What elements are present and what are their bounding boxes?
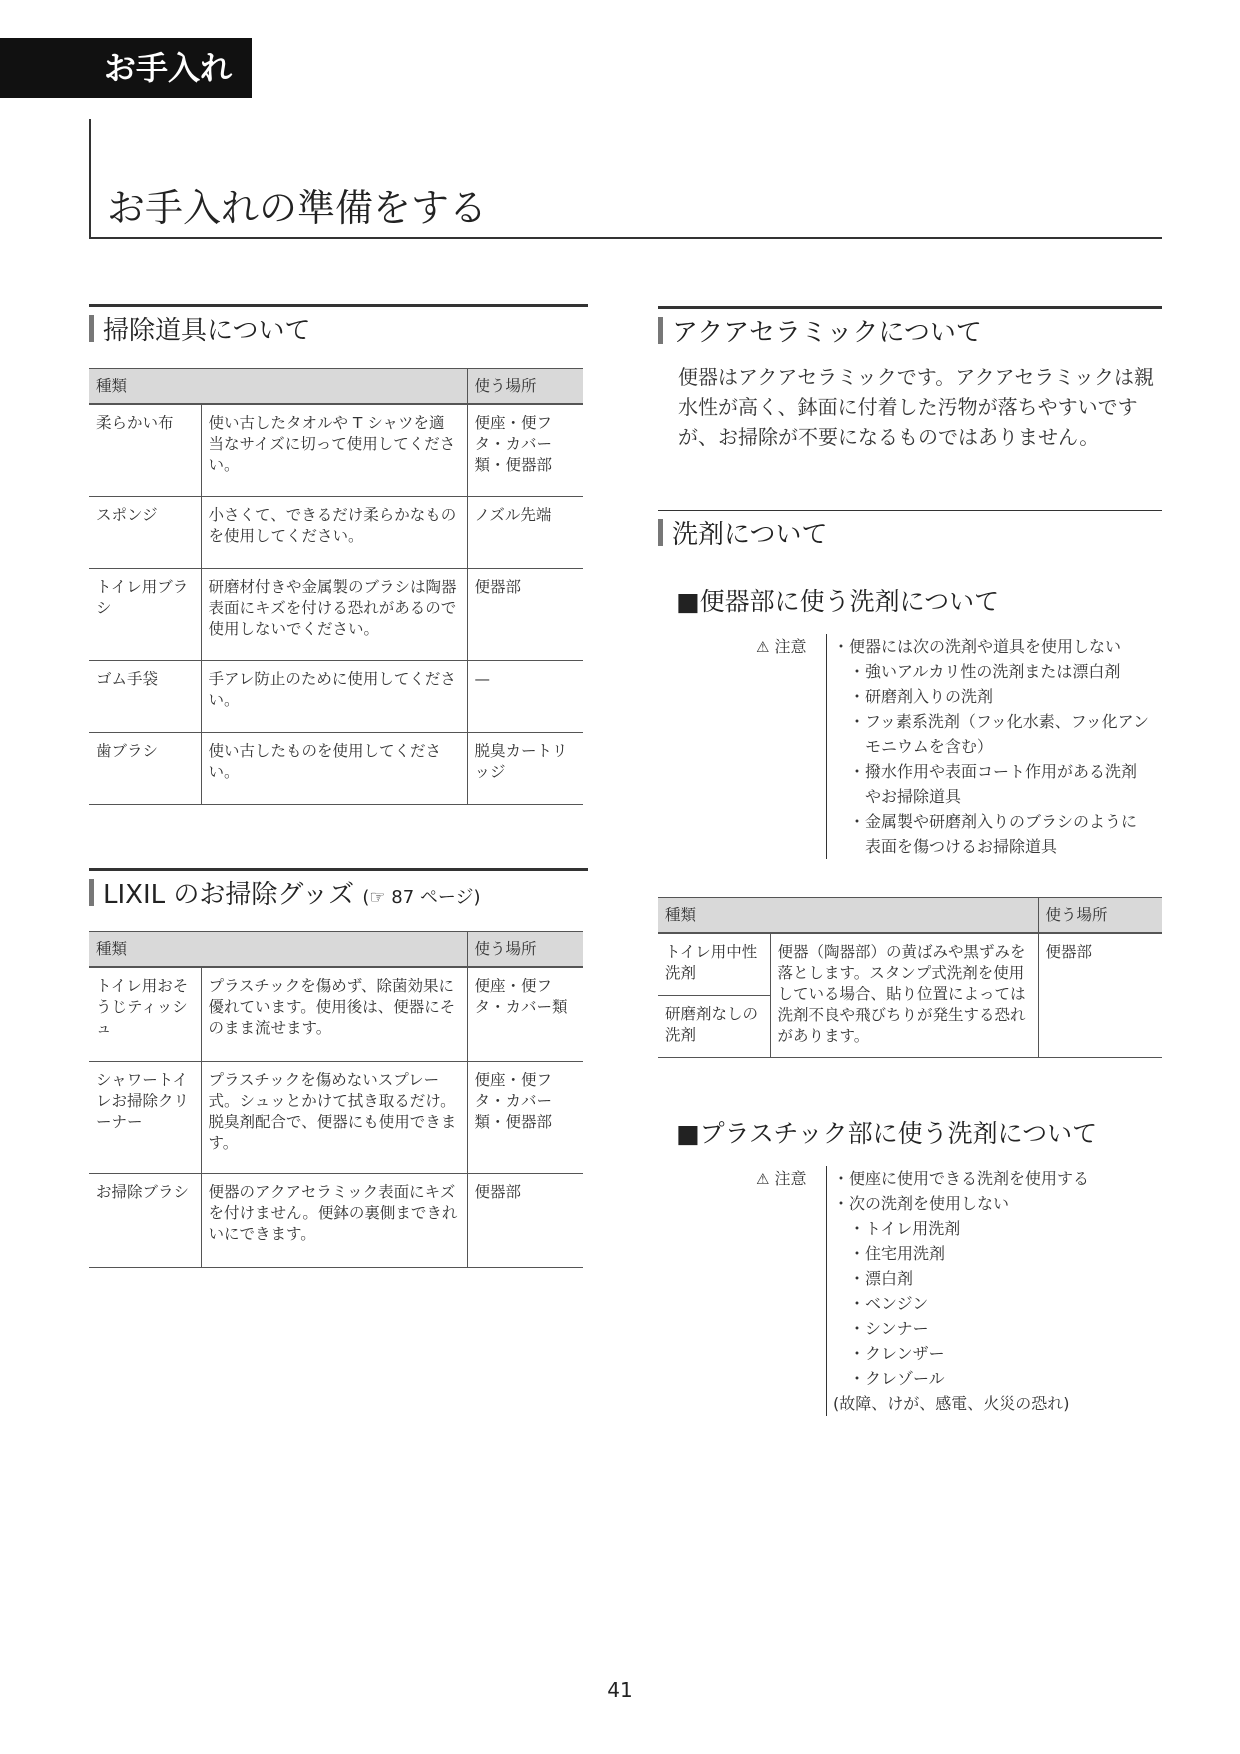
row-desc: 手アレ防止のために使用してください。 [201, 660, 467, 732]
caution-item: 表面を傷つけるお掃除道具 [865, 837, 1058, 856]
warning-icon: ⚠ [756, 1170, 770, 1188]
table-row [89, 660, 583, 732]
caution-item: ・ベンジン [849, 1294, 929, 1313]
caution-item: ・便器には次の洗剤や道具を使用しない [833, 637, 1122, 656]
row-desc: 使い古したタオルや T シャツを適当なサイズに切って使用してください。 [201, 404, 467, 496]
caution-label [756, 634, 807, 660]
tools-table [89, 368, 583, 805]
row-place: 便器部 [467, 568, 583, 660]
row-place: 便座・便フタ・カバー類・便器部 [467, 1061, 583, 1173]
lixil-heading [89, 868, 588, 910]
caution-item: ・フッ素系洗剤（フッ化水素、フッ化アン [849, 712, 1150, 731]
row-type: トイレ用おそうじティッシュ [89, 967, 201, 1061]
caution-item: ・漂白剤 [849, 1269, 914, 1288]
caution-list [826, 1166, 1089, 1416]
caution-text: 注意 [774, 1169, 807, 1188]
caution-text: 注意 [774, 637, 807, 656]
heading-bar [658, 519, 663, 546]
heading-bar [89, 879, 94, 906]
heading-bar [658, 317, 663, 344]
caution-item: ・シンナー [849, 1319, 929, 1338]
row-desc: 便器（陶器部）の黄ばみや黒ずみを落とします。スタンプ式洗剤を使用している場合、貼り位置によっては洗剤不良や飛びちりが発生する恐れがあります。 [770, 933, 1038, 1057]
caution-item: ・便座に使用できる洗剤を使用する [833, 1169, 1090, 1188]
lixil-heading-text [103, 874, 481, 911]
row-type: 歯ブラシ [89, 732, 201, 804]
caution-item: (故障、けが、感電、火災の恐れ) [833, 1394, 1070, 1413]
row-desc: 研磨材付きや金属製のブラシは陶器表面にキズを付ける恐れがあるので使用しないでください。 [201, 568, 467, 660]
col-place: 使う場所 [467, 932, 583, 968]
table-row [89, 568, 583, 660]
caution-item: ・トイレ用洗剤 [849, 1219, 961, 1238]
caution-item: やお掃除道具 [865, 787, 962, 806]
col-type: 種類 [89, 369, 467, 405]
caution-label [756, 1166, 807, 1192]
caution-item: ・クレンザー [849, 1344, 945, 1363]
caution-item: ・金属製や研磨剤入りのブラシのように [849, 812, 1138, 831]
warning-icon: ⚠ [756, 638, 770, 656]
aqua-heading-text: アクアセラミックについて [672, 318, 982, 348]
detergent-heading-text: 洗剤について [672, 520, 828, 550]
row-desc: 便器のアクアセラミック表面にキズを付けません。便鉢の裏側まできれいにできます。 [201, 1173, 467, 1267]
row-place: 便器部 [467, 1173, 583, 1267]
title-frame [89, 119, 1162, 239]
row-desc: 小さくて、できるだけ柔らかなものを使用してください。 [201, 496, 467, 568]
row-type: お掃除ブラシ [89, 1173, 201, 1267]
row-desc: 使い古したものを使用してください。 [201, 732, 467, 804]
row-type: ゴム手袋 [89, 660, 201, 732]
table-row [89, 1173, 583, 1267]
caution-item: ・強いアルカリ性の洗剤または漂白剤 [849, 662, 1121, 681]
lixil-table [89, 931, 583, 1268]
page-number: 41 [607, 1678, 633, 1702]
aqua-heading [658, 306, 1162, 348]
row-place: — [467, 660, 583, 732]
table-row [89, 732, 583, 804]
row-type: スポンジ [89, 496, 201, 568]
tools-heading [89, 304, 588, 346]
caution-item: モニウムを含む） [865, 737, 993, 756]
caution-list [826, 634, 1149, 859]
col-type: 種類 [89, 932, 467, 968]
table-row [89, 404, 583, 496]
caution-item: ・クレゾール [849, 1369, 945, 1388]
col-place: 使う場所 [467, 369, 583, 405]
row-type: トイレ用ブラシ [89, 568, 201, 660]
row-place: ノズル先端 [467, 496, 583, 568]
col-type: 種類 [658, 898, 1038, 934]
row-desc: プラスチックを傷めないスプレー式。シュッとかけて拭き取るだけ。脱臭剤配合で、便器にも使用できます。 [201, 1061, 467, 1173]
caution-item: ・次の洗剤を使用しない [833, 1194, 1010, 1213]
row-place: 便器部 [1038, 933, 1162, 1057]
lixil-heading-title: LIXIL のお掃除グッズ [103, 880, 355, 910]
row-place: 便座・便フタ・カバー類 [467, 967, 583, 1061]
plastic-detergent-heading: ■プラスチック部に使う洗剤について [676, 1119, 1098, 1148]
row-type: トイレ用中性洗剤 [658, 933, 770, 995]
table-row [89, 496, 583, 568]
row-place: 便座・便フタ・カバー類・便器部 [467, 404, 583, 496]
table-row [89, 967, 583, 1061]
heading-bar [89, 315, 94, 342]
page-title: お手入れの準備をする [107, 186, 488, 230]
row-place: 脱臭カートリッジ [467, 732, 583, 804]
detergent-table [658, 897, 1162, 1058]
section-tab: お手入れ [0, 38, 252, 98]
tools-heading-text: 掃除道具について [103, 316, 311, 346]
caution-item: ・研磨剤入りの洗剤 [849, 687, 994, 706]
row-type: 柔らかい布 [89, 404, 201, 496]
row-desc: プラスチックを傷めず、除菌効果に優れています。使用後は、便器にそのまま流せます。 [201, 967, 467, 1061]
caution-item: ・撥水作用や表面コート作用がある洗剤 [849, 762, 1138, 781]
table-row [658, 933, 1162, 995]
row-type: 研磨剤なしの洗剤 [658, 995, 770, 1057]
caution-item: ・住宅用洗剤 [849, 1244, 946, 1263]
page-reference: (☞ 87 ページ) [362, 887, 481, 908]
table-row [89, 1061, 583, 1173]
detergent-heading [658, 510, 1162, 548]
col-place: 使う場所 [1038, 898, 1162, 934]
aqua-description: 便器はアクアセラミックです。アクアセラミックは親水性が高く、鉢面に付着した汚物が落ちやすいですが、お掃除が不要になるものではありません。 [678, 365, 1154, 449]
row-type: シャワートイレお掃除クリーナー [89, 1061, 201, 1173]
bowl-detergent-heading: ■便器部に使う洗剤について [676, 587, 1000, 616]
